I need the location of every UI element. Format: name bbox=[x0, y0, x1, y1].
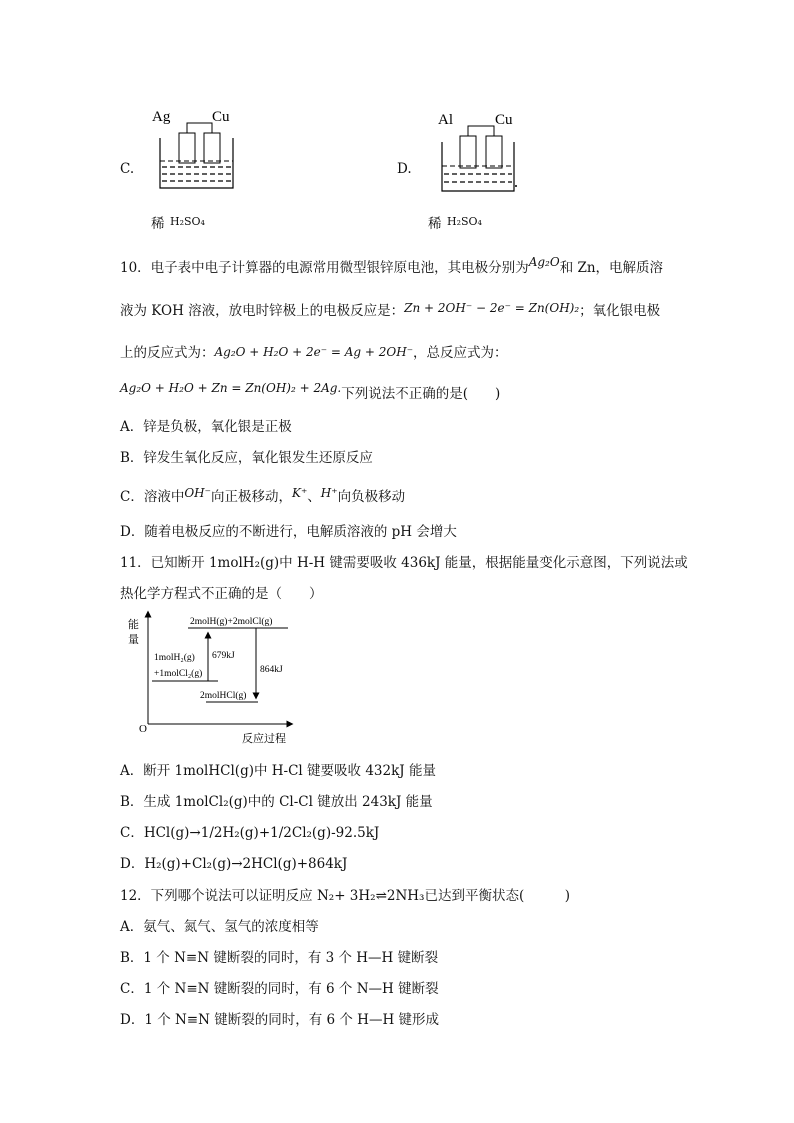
q12-option-b: B．1 个 N≡N 键断裂的同时，有 3 个 H—H 键断裂 bbox=[120, 950, 439, 966]
q10-text: 、 bbox=[307, 489, 321, 505]
q10-line-1 bbox=[120, 256, 663, 276]
q12-option-a: A．氨气、氮气、氢气的浓度相等 bbox=[120, 919, 319, 935]
cell-diagram-d bbox=[432, 106, 532, 201]
q11-option-b: B．生成 1molCl₂(g)中的 Cl-Cl 键放出 243kJ 能量 bbox=[120, 794, 433, 810]
electrode-right bbox=[204, 133, 220, 163]
q10-option-b: B．锌发生氧化反应，氧化银发生还原反应 bbox=[120, 450, 373, 466]
q10-option-a: A．锌是负极，氧化银是正极 bbox=[120, 419, 292, 435]
electrode-left bbox=[179, 133, 195, 163]
electrode-label-right: Cu bbox=[212, 109, 230, 125]
q12-option-d: D．1 个 N≡N 键断裂的同时，有 6 个 H—H 键形成 bbox=[120, 1012, 440, 1028]
top-level-label: 2molH(g)+2molCl(g) bbox=[190, 617, 273, 627]
reactant-level-label-1: 1molH₂(g) bbox=[154, 653, 195, 663]
q10-text: ；氧化银电极 bbox=[579, 303, 661, 319]
q11-option-c: C．HCl(g)→1/2H₂(g)+1/2Cl₂(g)-92.5kJ bbox=[120, 825, 380, 841]
origin-label: O bbox=[139, 723, 147, 735]
q11-line-1: 11．已知断开 1molH₂(g)中 H-H 键需要吸收 436kJ 能量，根据能量变化示意图，下列说法或 bbox=[120, 555, 688, 571]
q10-formula-ag2o: Ag₂O bbox=[528, 255, 560, 269]
solution-prefix-c: 稀 bbox=[151, 216, 165, 232]
q10-option-d: D．随着电极反应的不断进行，电解质溶液的 pH 会增大 bbox=[120, 524, 457, 540]
q10-text: 10．电子表中电子计算器的电源常用微型银锌原电池，其电极分别为 bbox=[120, 260, 529, 276]
q12-option-c: C．1 个 N≡N 键断裂的同时，有 6 个 N—H 键断裂 bbox=[120, 981, 439, 997]
q10-text: 液为 KOH 溶液，放电时锌极上的电极反应是： bbox=[120, 303, 405, 319]
q10-text: 向正极移动， bbox=[210, 489, 292, 505]
q10-text: 向负极移动 bbox=[337, 489, 406, 505]
q10-line-4 bbox=[120, 376, 501, 402]
solution-label-c: H₂SO₄ bbox=[170, 215, 205, 228]
electrode-label-left: Ag bbox=[152, 109, 171, 125]
q10-option-c bbox=[120, 485, 405, 505]
q12-line-1: 12．下列哪个说法可以证明反应 N₂+ 3H₂⇌2NH₃已达到平衡状态( ) bbox=[120, 888, 571, 904]
q9-option-c-label: C. bbox=[120, 161, 135, 177]
energy-diagram bbox=[120, 608, 305, 748]
q10-formula-silver: Ag₂O + H₂O + 2e⁻ = Ag + 2OH⁻ bbox=[214, 345, 414, 359]
q11-option-a: A．断开 1molHCl(g)中 H-Cl 键要吸收 432kJ 能量 bbox=[120, 763, 436, 779]
q10-formula-oh: OH⁻ bbox=[184, 486, 211, 500]
solution-prefix-d: 稀 bbox=[428, 216, 442, 232]
electrode-right bbox=[486, 136, 502, 168]
q10-line-2 bbox=[120, 299, 660, 319]
energy-down-label: 864kJ bbox=[260, 665, 283, 675]
energy-up-label: 679kJ bbox=[212, 651, 235, 661]
q10-text: ，总反应式为： bbox=[413, 345, 508, 361]
q10-text: 上的反应式为： bbox=[120, 345, 215, 361]
stray-dot bbox=[515, 185, 517, 187]
wire bbox=[468, 126, 494, 136]
wire bbox=[187, 123, 212, 133]
y-axis-label-char-1: 能 bbox=[128, 619, 139, 631]
electrode-label-left: Al bbox=[438, 112, 453, 128]
q10-formula-zinc: Zn + 2OH⁻ − 2e⁻ = Zn(OH)₂ bbox=[404, 301, 580, 315]
q10-line-3 bbox=[120, 341, 508, 361]
electrode-label-right: Cu bbox=[495, 112, 513, 128]
product-level-label: 2molHCl(g) bbox=[200, 691, 247, 701]
y-axis-label-char-2: 量 bbox=[128, 634, 139, 646]
q10-formula-h: H⁺ bbox=[320, 486, 338, 500]
q9-option-d-label: D. bbox=[397, 161, 412, 177]
electrode-left bbox=[460, 136, 476, 168]
q10-formula-total: Ag₂O + H₂O + Zn = Zn(OH)₂ + 2Ag. bbox=[120, 381, 342, 395]
q10-formula-k: K⁺ bbox=[291, 486, 308, 500]
q10-text: C．溶液中 bbox=[120, 489, 185, 505]
q11-line-2: 热化学方程式不正确的是（ ） bbox=[120, 586, 323, 602]
solution-label-d: H₂SO₄ bbox=[447, 215, 482, 228]
q10-text: 下列说法不正确的是( ) bbox=[341, 386, 501, 402]
reactant-level-label-2: +1molCl₂(g) bbox=[154, 669, 203, 679]
q11-option-d: D．H₂(g)+Cl₂(g)→2HCl(g)+864kJ bbox=[120, 856, 348, 872]
x-axis-label: 反应过程 bbox=[242, 733, 286, 745]
q10-text: 和 Zn，电解质溶 bbox=[559, 260, 664, 276]
cell-diagram-c bbox=[150, 103, 250, 198]
